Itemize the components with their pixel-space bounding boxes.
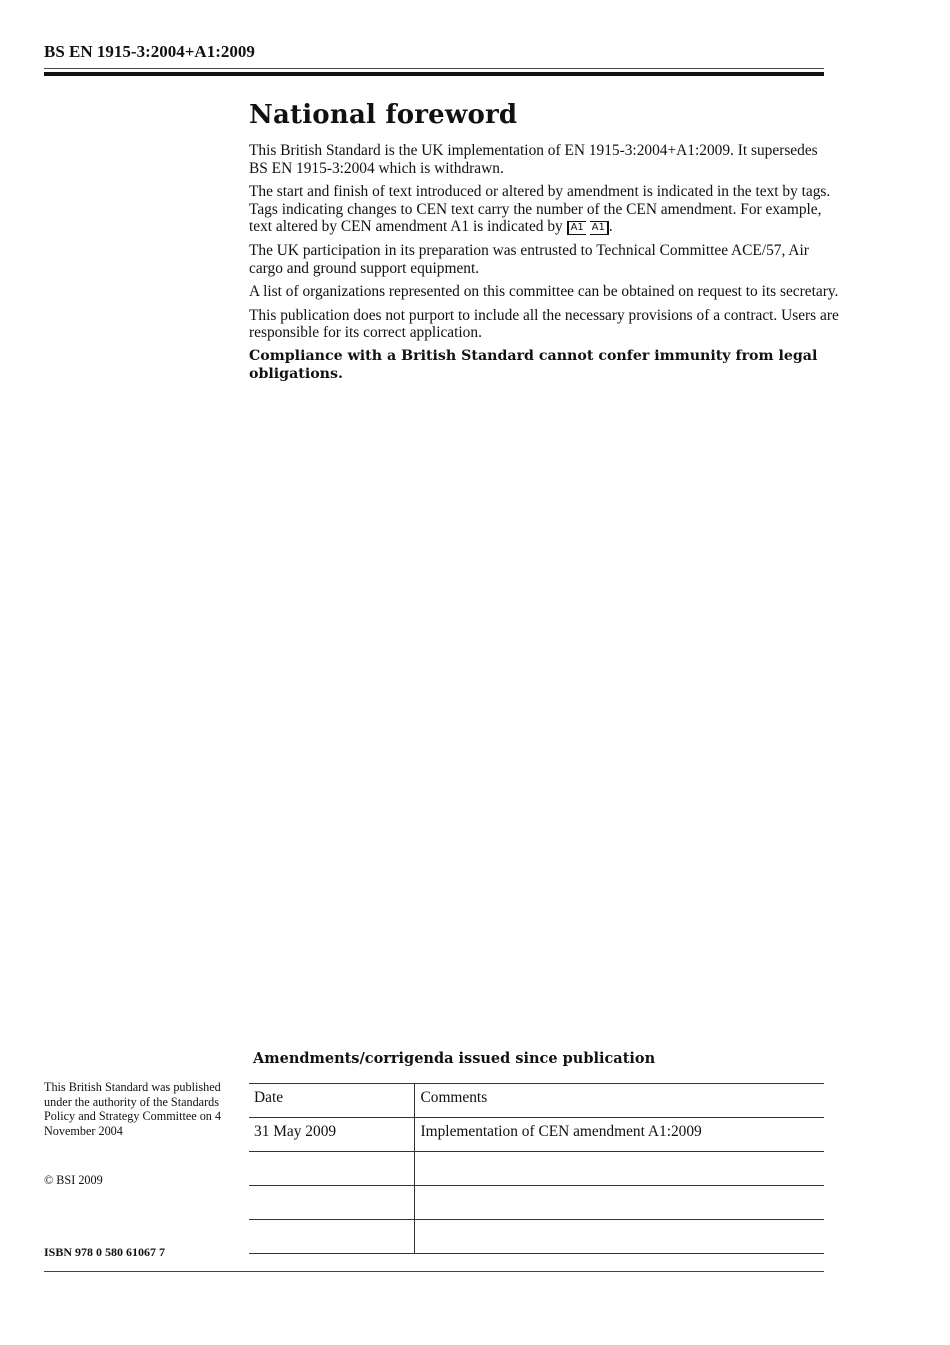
cell-date: [249, 1152, 414, 1186]
amendments-title: Amendments/corrigenda issued since publication: [253, 1050, 656, 1067]
foreword-body: [249, 142, 839, 389]
paragraph-amendment-text: The start and finish of text introduced or altered by amendment is indicated in the text by tags. Tags indicating changes to CEN text carry the number of the CEN amendment. For example, text altered by CEN amendment A1 is indicated by: [249, 183, 831, 236]
cell-comments: Implementation of CEN amendment A1:2009: [414, 1118, 824, 1152]
header-rule-thin: [44, 68, 824, 69]
paragraph-compliance: Compliance with a British Standard cannot confer immunity from legal obligations.: [249, 347, 818, 382]
footer-rule: [44, 1271, 824, 1272]
table-row: [249, 1152, 824, 1186]
paragraph-provisions: This publication does not purport to include all the necessary provisions of a contract. Users are responsible for its correct application.: [249, 306, 839, 342]
isbn: ISBN 978 0 580 61067 7: [44, 1245, 166, 1259]
cell-comments: [414, 1220, 824, 1254]
column-header-comments: Comments: [414, 1084, 824, 1118]
amendment-end-tag-icon: A1: [590, 221, 609, 235]
cell-date: [249, 1186, 414, 1220]
table-row: [249, 1118, 824, 1152]
amendments-table: [249, 1083, 824, 1254]
paragraph-amendment-end: .: [608, 218, 613, 236]
cell-date: [249, 1220, 414, 1254]
page-title: National foreword: [249, 100, 518, 130]
cell-date: 31 May 2009: [249, 1118, 414, 1152]
table-row: [249, 1220, 824, 1254]
table-row: [249, 1186, 824, 1220]
table-header-row: [249, 1084, 824, 1118]
paragraph-organizations: A list of organizations represented on this committee can be obtained on request to its secretary.: [249, 283, 839, 301]
column-header-date: Date: [249, 1084, 414, 1118]
cell-comments: [414, 1152, 824, 1186]
paragraph-committee: The UK participation in its preparation was entrusted to Technical Committee ACE/57, Air cargo and ground support equipment.: [249, 241, 809, 277]
copyright: © BSI 2009: [44, 1173, 103, 1187]
cell-comments: [414, 1186, 824, 1220]
paragraph-implementation: This British Standard is the UK implementation of EN 1915-3:2004+A1:2009. It supersedes BS EN 1915-3:2004 which is withdrawn.: [249, 142, 818, 177]
publication-note: This British Standard was published under the authority of the Standards Policy and Strategy Committee on 4 November 2004: [44, 1080, 222, 1138]
paragraph-amendment-tags: [249, 183, 839, 236]
document-id: BS EN 1915-3:2004+A1:2009: [44, 42, 255, 61]
amendment-start-tag-icon: A1: [567, 221, 586, 235]
header-rule-thick: [44, 72, 824, 76]
